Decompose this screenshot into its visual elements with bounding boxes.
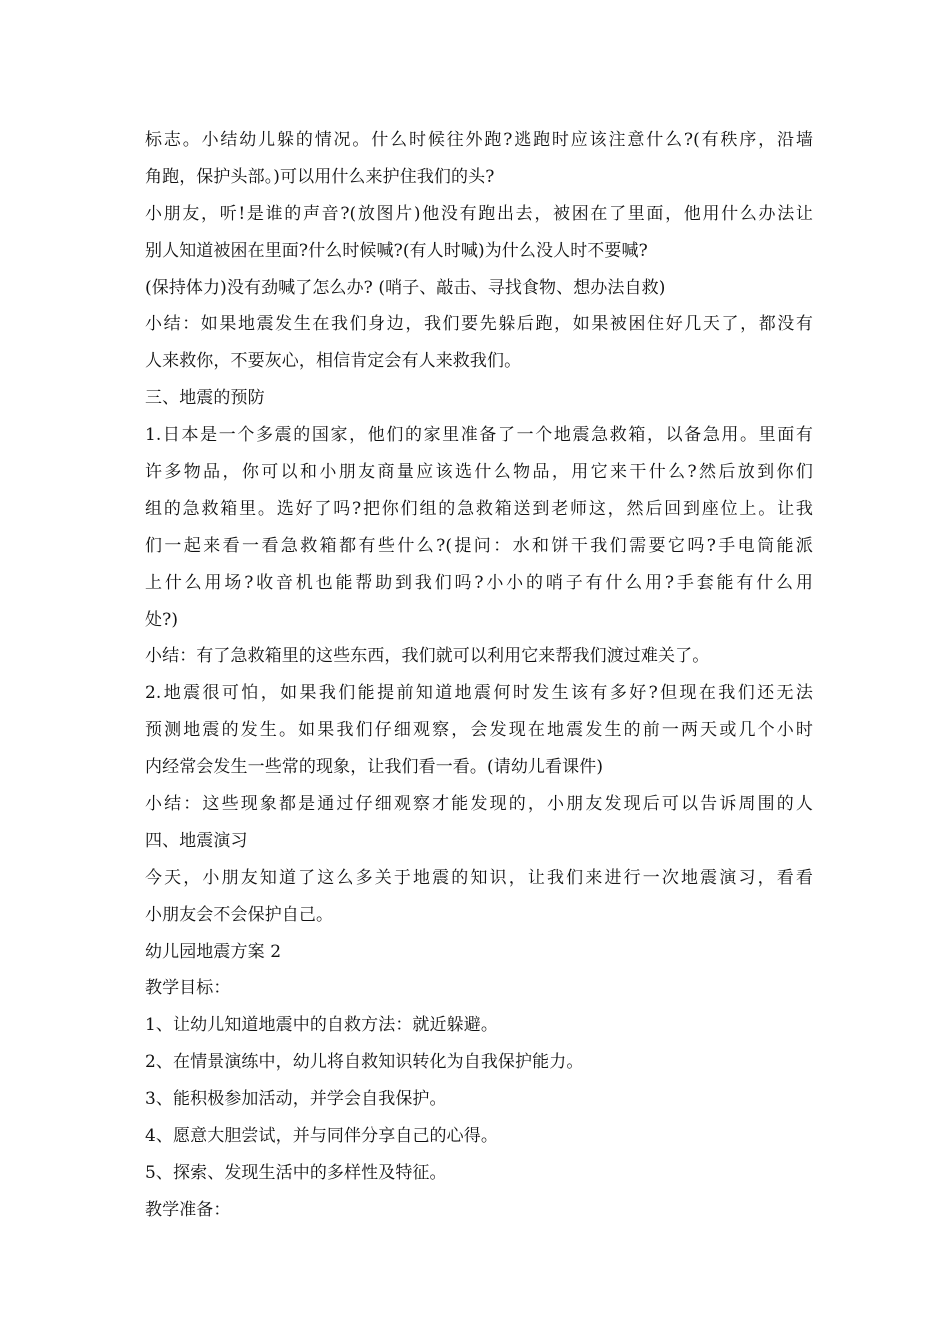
text-line: 今天，小朋友知道了这么多关于地震的知识，让我们来进行一次地震演习，看看 (145, 867, 813, 888)
text-line: 小朋友，听!是谁的声音?(放图片)他没有跑出去，被困在了里面，他用什么办法让 (145, 203, 813, 224)
text-line: 1.日本是一个多震的国家，他们的家里准备了一个地震急救箱，以备急用。里面有 (145, 425, 813, 446)
document-body (145, 122, 813, 1229)
text-line: 小朋友会不会保护自己。 (145, 904, 334, 925)
text-line: 2.地震很可怕，如果我们能提前知道地震何时发生该有多好?但现在我们还无法 (145, 683, 813, 704)
text-line: 角跑，保护头部。)可以用什么来护住我们的头? (145, 166, 495, 187)
text-line: 4、愿意大胆尝试，并与同伴分享自己的心得。 (145, 1126, 498, 1147)
text-line: 三、地震的预防 (145, 388, 265, 409)
text-line: 标志。小结幼儿躲的情况。什么时候往外跑?逃跑时应该注意什么?(有秩序，沿墙 (145, 130, 813, 150)
text-line: 教学目标： (145, 978, 231, 999)
text-line: 上什么用场?收音机也能帮助到我们吗?小小的哨子有什么用?手套能有什么用 (145, 572, 813, 593)
text-line: 别人知道被困在里面?什么时候喊?(有人时喊)为什么没人时不要喊? (145, 240, 648, 261)
text-line: 小结：如果地震发生在我们身边，我们要先躲后跑，如果被困住好几天了，都没有 (145, 314, 813, 335)
text-line: 小结：有了急救箱里的这些东西，我们就可以利用它来帮我们渡过难关了。 (145, 646, 710, 667)
text-line: 许多物品，你可以和小朋友商量应该选什么物品，用它来干什么?然后放到你们 (145, 462, 813, 483)
text-line: 2、在情景演练中，幼儿将自救知识转化为自我保护能力。 (145, 1052, 584, 1073)
text-line: 们一起来看一看急救箱都有些什么?(提问：水和饼干我们需要它吗?手电筒能派 (145, 535, 813, 556)
text-line: 5、探索、发现生活中的多样性及特征。 (145, 1162, 447, 1183)
text-line: 组的急救箱里。选好了吗?把你们组的急救箱送到老师这，然后回到座位上。让我 (145, 498, 813, 519)
text-line: 幼儿园地震方案 2 (145, 941, 282, 962)
text-line: 1、让幼儿知道地震中的自救方法：就近躲避。 (145, 1015, 498, 1036)
text-line: 处?) (145, 609, 179, 630)
text-line: 小结：这些现象都是通过仔细观察才能发现的，小朋友发现后可以告诉周围的人 (145, 794, 813, 815)
text-line: 内经常会发生一些常的现象，让我们看一看。(请幼儿看课件) (145, 757, 604, 778)
text-line: 四、地震演习 (145, 830, 248, 851)
text-line: 教学准备： (145, 1199, 231, 1220)
text-line: (保持体力)没有劲喊了怎么办? (哨子、敲击、寻找食物、想办法自救) (145, 277, 666, 298)
text-line: 预测地震的发生。如果我们仔细观察，会发现在地震发生的前一两天或几个小时 (145, 720, 813, 741)
text-line: 人来救你，不要灰心，相信肯定会有人来救我们。 (145, 351, 522, 372)
text-line: 3、能积极参加活动，并学会自我保护。 (145, 1089, 447, 1110)
